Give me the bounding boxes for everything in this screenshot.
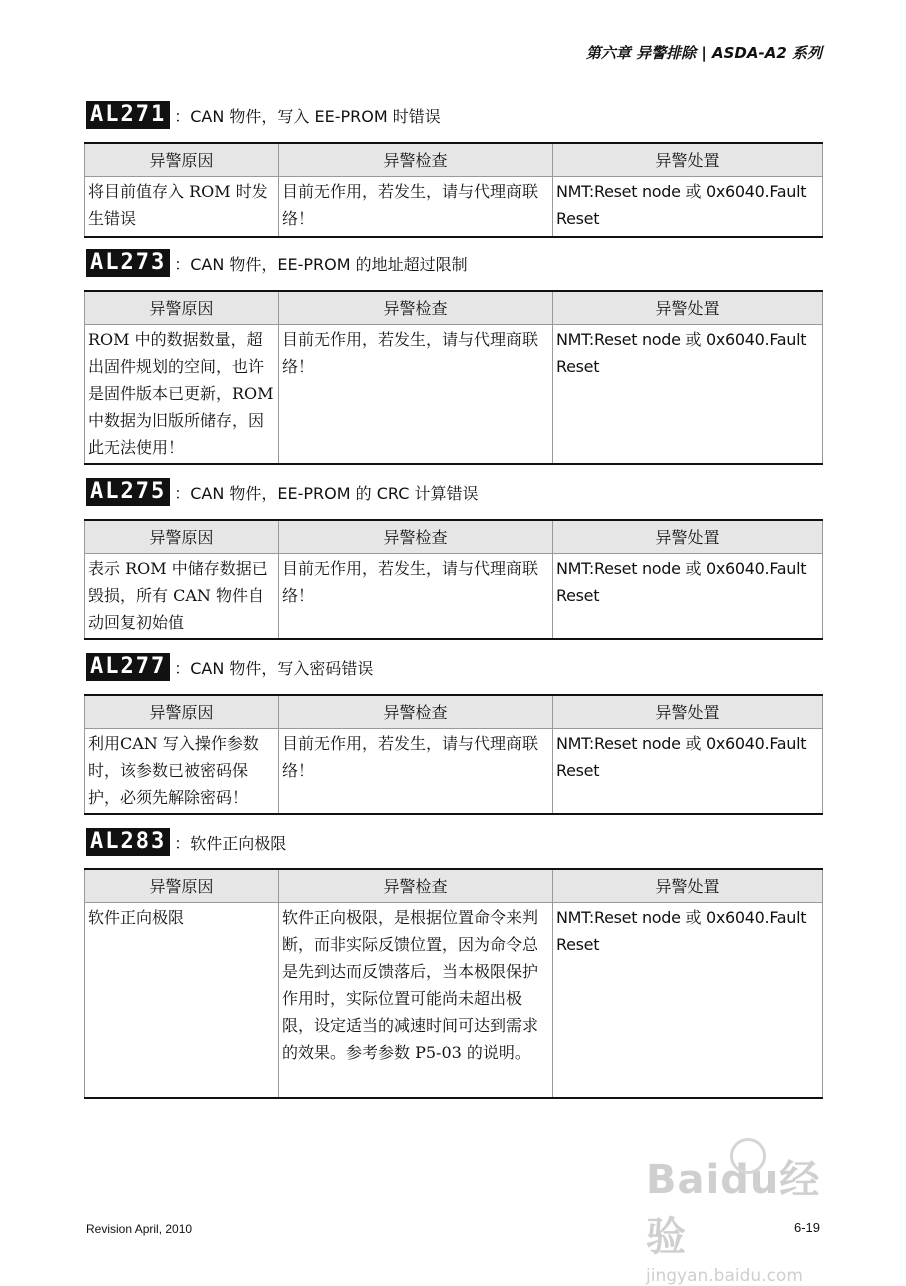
check-cell: 软件正向极限，是根据位置命令来判断，而非实际反馈位置，因为命令总是先到达而反馈落后，当本极限保护作用时，实际位置可能尚未超出极限，设定适当的减速时间可达到需求的效果。参考参数 P5-03 的说明。: [279, 903, 553, 1098]
table-row: [85, 177, 823, 237]
alarm-description: ：CAN 物件，写入 EE-PROM 时错误: [174, 107, 441, 126]
header-cause: 异警原因: [85, 520, 279, 554]
alarm-description: ：CAN 物件，写入密码错误: [174, 659, 374, 678]
alarm-table-al275: [84, 519, 823, 640]
watermark-logo: Baidu经验: [646, 1157, 821, 1260]
header-action: 异警处置: [553, 143, 823, 177]
alarm-title-al273: [86, 245, 468, 277]
header-cause: 异警原因: [85, 869, 279, 903]
alarm-title-al283: [86, 824, 286, 856]
action-cell: NMT:Reset node 或 0x6040.Fault Reset: [553, 325, 823, 464]
alarm-table-al273: [84, 290, 823, 465]
table-header-row: [85, 695, 823, 729]
cause-cell: 将目前值存入 ROM 时发生错误: [85, 177, 279, 237]
revision-note: Revision April, 2010: [86, 1222, 193, 1236]
action-cell: NMT:Reset node 或 0x6040.Fault Reset: [553, 554, 823, 639]
baidu-watermark: [646, 1148, 856, 1286]
page-header: 第六章 异警排除 | ASDA-A2 系列: [585, 44, 822, 62]
check-cell: 目前无作用，若发生，请与代理商联络！: [279, 554, 553, 639]
alarm-code-display: AL273: [86, 249, 170, 277]
header-action: 异警处置: [553, 291, 823, 325]
alarm-code-display: AL283: [86, 828, 170, 856]
alarm-description: ：CAN 物件，EE-PROM 的 CRC 计算错误: [174, 484, 479, 503]
cause-cell: 利用CAN 写入操作参数时，该参数已被密码保护，必须先解除密码！: [85, 729, 279, 814]
header-cause: 异警原因: [85, 695, 279, 729]
table-header-row: [85, 291, 823, 325]
alarm-title-al271: [86, 97, 441, 129]
header-action: 异警处置: [553, 869, 823, 903]
header-cause: 异警原因: [85, 143, 279, 177]
cause-cell: 软件正向极限: [85, 903, 279, 1098]
header-check: 异警检查: [279, 520, 553, 554]
header-cause: 异警原因: [85, 291, 279, 325]
action-cell: NMT:Reset node 或 0x6040.Fault Reset: [553, 903, 823, 1098]
action-cell: NMT:Reset node 或 0x6040.Fault Reset: [553, 177, 823, 237]
check-cell: 目前无作用，若发生，请与代理商联络！: [279, 177, 553, 237]
alarm-description: ：CAN 物件，EE-PROM 的地址超过限制: [174, 255, 468, 274]
alarm-table-al271: [84, 142, 823, 238]
alarm-code-display: AL277: [86, 653, 170, 681]
table-row: [85, 554, 823, 639]
paw-icon: [730, 1138, 766, 1174]
table-row: [85, 903, 823, 1098]
alarm-title-al275: [86, 474, 479, 506]
header-check: 异警检查: [279, 291, 553, 325]
check-cell: 目前无作用，若发生，请与代理商联络！: [279, 325, 553, 464]
alarm-description: ：软件正向极限: [174, 834, 287, 853]
watermark-url: jingyan.baidu.com: [646, 1266, 803, 1286]
header-action: 异警处置: [553, 695, 823, 729]
check-cell: 目前无作用，若发生，请与代理商联络！: [279, 729, 553, 814]
header-check: 异警检查: [279, 869, 553, 903]
alarm-code-display: AL271: [86, 101, 170, 129]
action-cell: NMT:Reset node 或 0x6040.Fault Reset: [553, 729, 823, 814]
table-header-row: [85, 869, 823, 903]
header-check: 异警检查: [279, 143, 553, 177]
cause-cell: ROM 中的数据数量，超出固件规划的空间，也许是固件版本已更新，ROM 中数据为旧版所储存，因此无法使用！: [85, 325, 279, 464]
header-check: 异警检查: [279, 695, 553, 729]
alarm-table-al283: [84, 868, 823, 1099]
table-header-row: [85, 520, 823, 554]
alarm-table-al277: [84, 694, 823, 815]
header-action: 异警处置: [553, 520, 823, 554]
page-number: 6-19: [793, 1220, 820, 1235]
cause-cell: 表示 ROM 中储存数据已毁损，所有 CAN 物件自动回复初始值: [85, 554, 279, 639]
alarm-title-al277: [86, 649, 373, 681]
table-row: [85, 729, 823, 814]
table-row: [85, 325, 823, 464]
alarm-code-display: AL275: [86, 478, 170, 506]
table-header-row: [85, 143, 823, 177]
